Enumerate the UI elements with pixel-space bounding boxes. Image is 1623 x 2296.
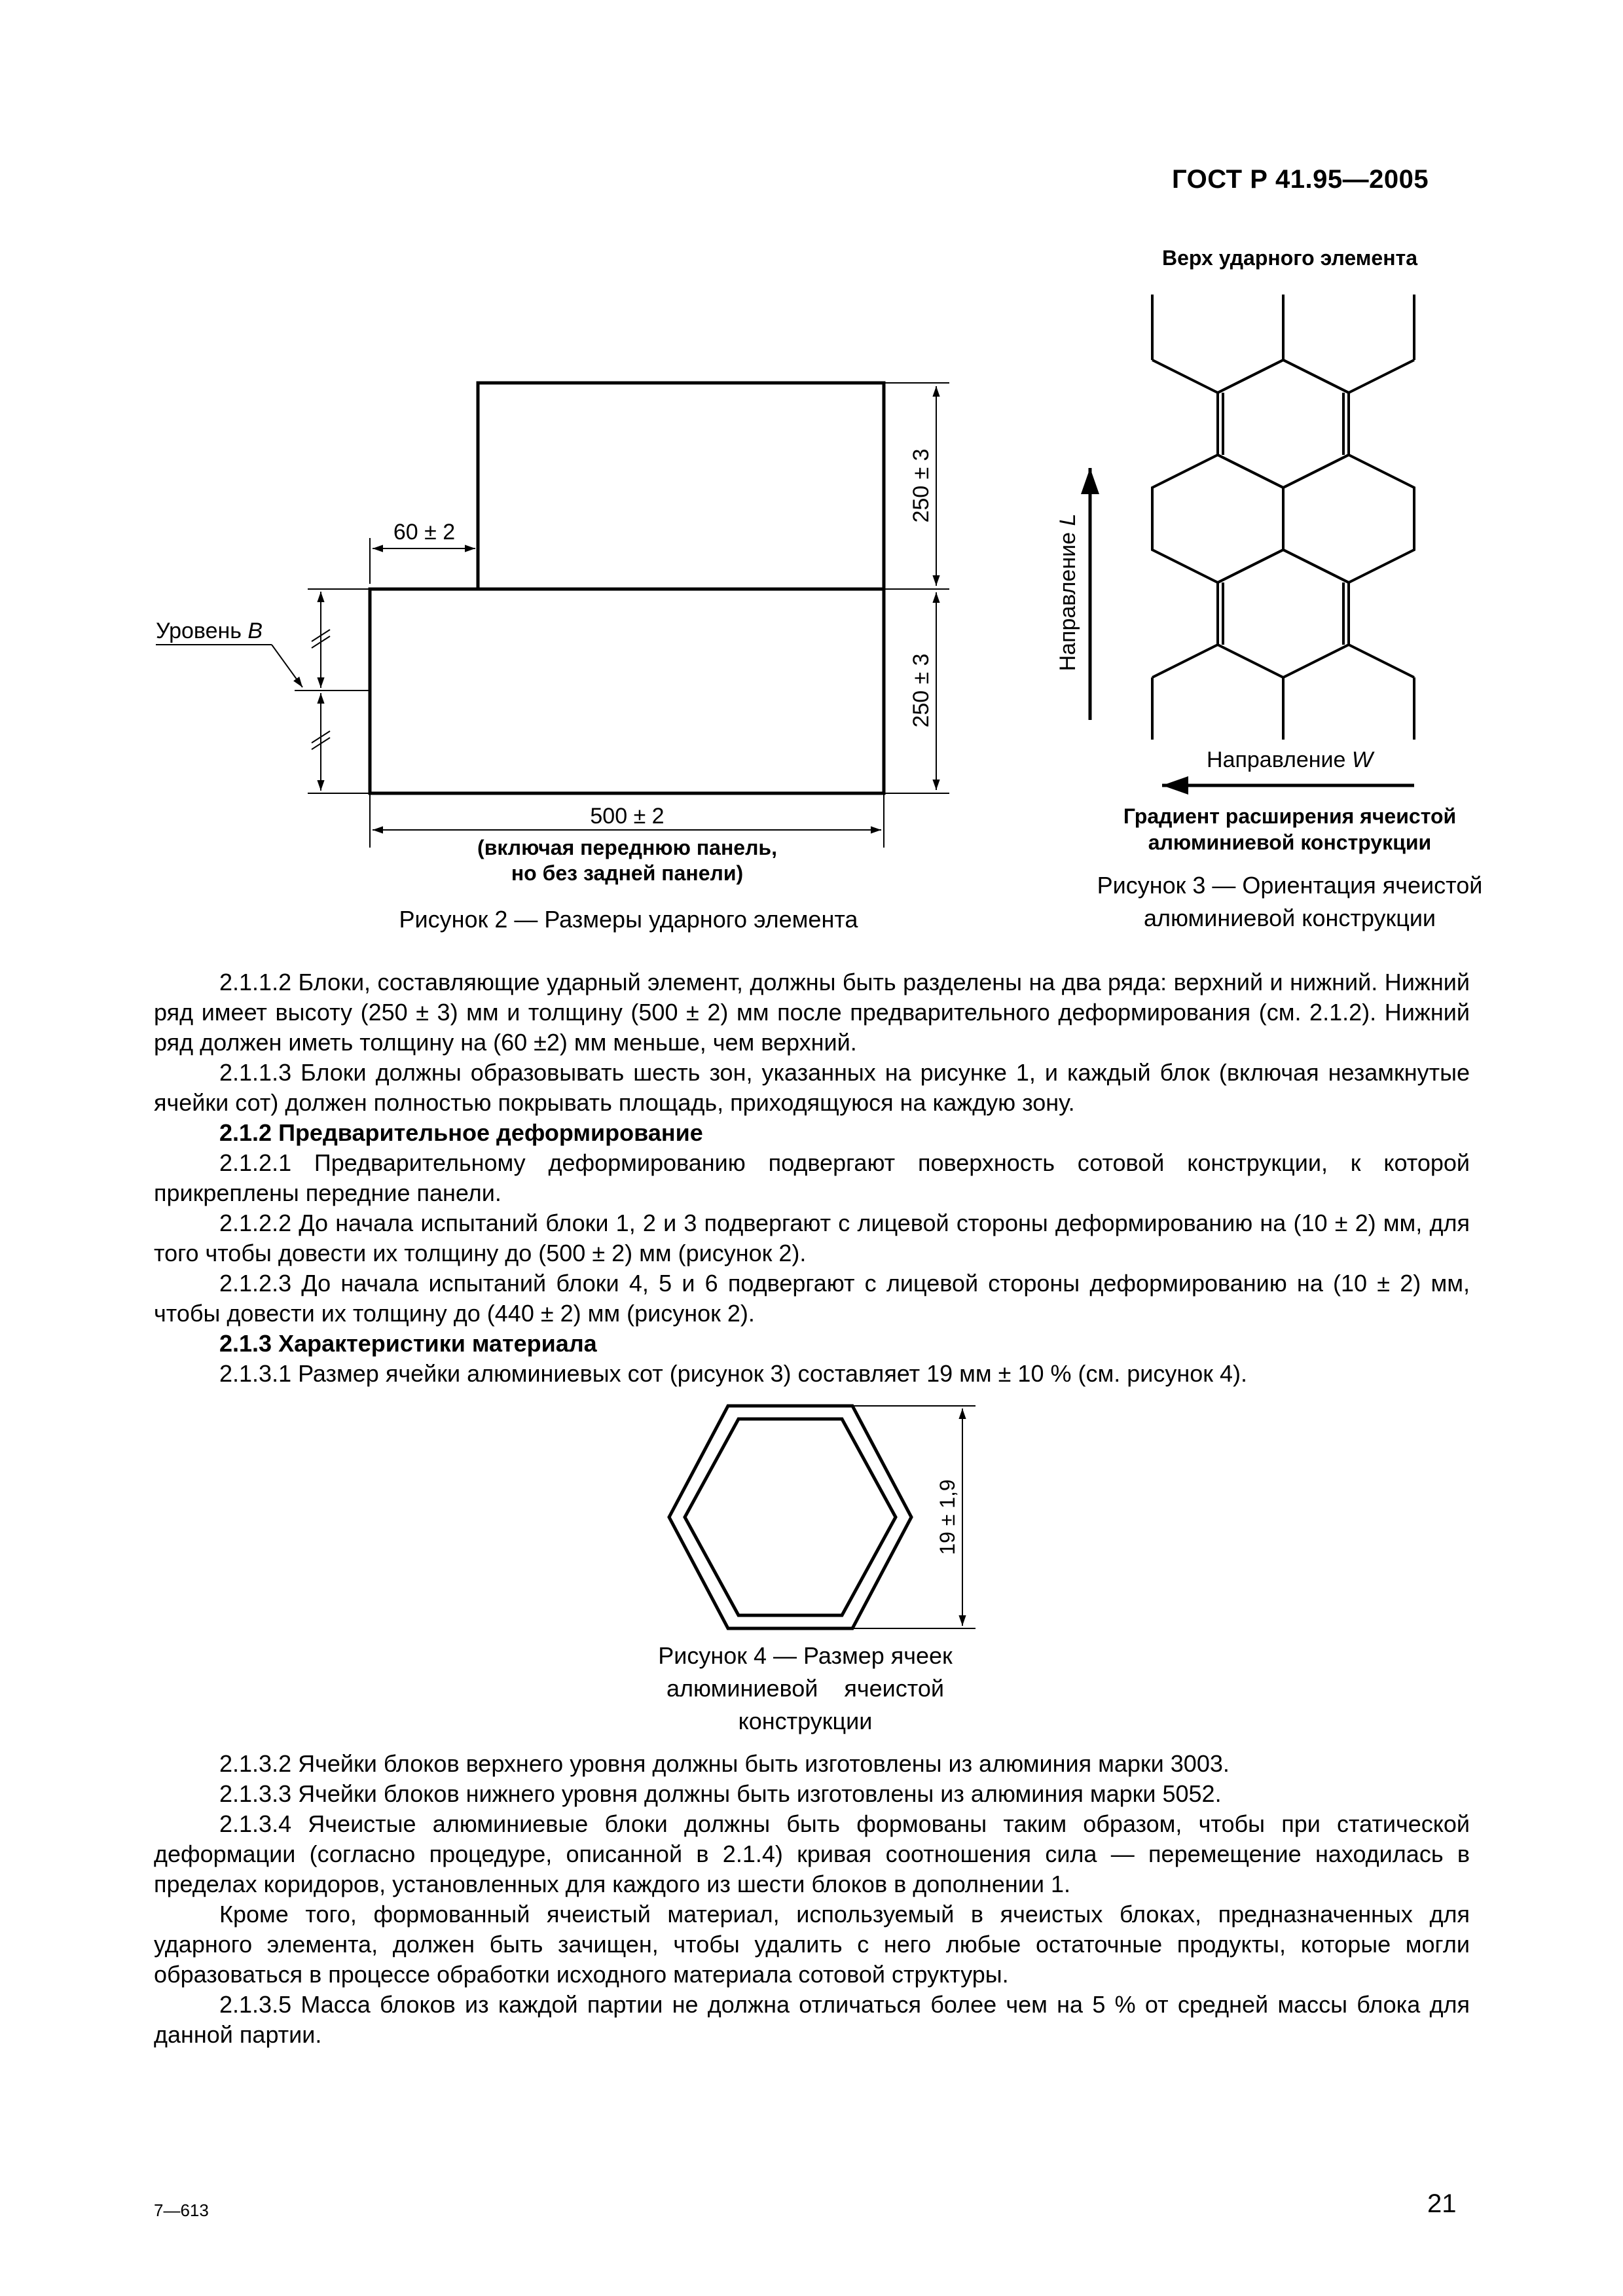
direction-w-label: Направление W: [1207, 747, 1373, 772]
page-number: 21: [1427, 2189, 1457, 2218]
heading-2-1-3: 2.1.3 Характеристики материала: [219, 1330, 597, 1357]
para-2-1-3-2: 2.1.3.2 Ячейки блоков верхнего уровня должны быть изготовлены из алюминия марки 3003.: [219, 1750, 1230, 1777]
figure-3-caption-line-2: алюминиевой конструкции: [1143, 905, 1436, 931]
figure-4-caption-line-1: Рисунок 4 — Размер ячеек: [658, 1642, 953, 1669]
figure-2-caption: Рисунок 2 — Размеры ударного элемента: [399, 906, 858, 933]
dim-width-note-2: но без задней панели): [511, 861, 744, 885]
dim-lower-height-label: 250 ± 3: [909, 653, 934, 728]
standard-header: ГОСТ Р 41.95—2005: [1172, 165, 1429, 194]
honeycomb-cells: [1152, 295, 1414, 740]
para-additional: Кроме того, формованный ячеистый материал, используемый в ячеистых блоках, предназначенных для ударного элемента, должен быть зачищен, чтобы удалить с него любые остаточные продукты, которые могли образоваться в процессе обработки исходного материала сотовой структуры.: [154, 1901, 1470, 1988]
para-2-1-2-3: 2.1.2.3 До начала испытаний блоки 4, 5 и 6 подвергают с лицевой стороны деформированию на (10 ± 2) мм, чтобы довести их толщину до (440 ± 2) мм (рисунок 2).: [154, 1270, 1470, 1327]
heading-2-1-2: 2.1.2 Предварительное деформирование: [219, 1119, 703, 1146]
para-2-1-2-2: 2.1.2.2 До начала испытаний блоки 1, 2 и 3 подвергают с лицевой стороны деформированию на (10 ± 2) мм, для того чтобы довести их толщину до (500 ± 2) мм (рисунок 2).: [154, 1210, 1470, 1266]
figure-4-cell-size: [669, 1406, 976, 1628]
dim-upper-height-label: 250 ± 3: [909, 448, 934, 523]
text-section-b: [154, 1749, 1470, 2050]
top-of-element-label: Верх ударного элемента: [1161, 246, 1418, 270]
para-2-1-1-3: 2.1.1.3 Блоки должны образовывать шесть зон, указанных на рисунке 1, и каждый блок (включая незамкнутые ячейки сот) должен полностью покрывать площадь, приходящуюся на каждую зону.: [154, 1059, 1470, 1116]
para-2-1-1-2: 2.1.1.2 Блоки, составляющие ударный элемент, должны быть разделены на два ряда: верхний и нижний. Нижний ряд имеет высоту (250 ± 3) мм и толщину (500 ± 2) мм после предварительного деформирования (см. 2.1.2). Нижний ряд должен иметь толщину на (60 ±2) мм меньше, чем верхний.: [154, 969, 1470, 1056]
para-2-1-3-3: 2.1.3.3 Ячейки блоков нижнего уровня должны быть изготовлены из алюминия марки 5052.: [219, 1780, 1222, 1807]
print-code: 7—613: [154, 2200, 209, 2220]
para-2-1-2-1: 2.1.2.1 Предварительному деформированию подвергают поверхность сотовой конструкции, к которой прикреплены передние панели.: [154, 1149, 1470, 1206]
cell-inner-wall: [685, 1419, 896, 1615]
upper-block: [478, 383, 884, 589]
cell-outer-wall: [669, 1406, 911, 1628]
text-section-a: [154, 967, 1470, 1389]
gradient-label-2: алюминиевой конструкции: [1148, 831, 1432, 854]
lower-block: [370, 589, 884, 793]
figure-4-caption-line-3: конструкции: [738, 1708, 873, 1734]
para-2-1-3-5: 2.1.3.5 Масса блоков из каждой партии не должна отличаться более чем на 5 % от средней массы блока для данной партии.: [154, 1991, 1470, 2048]
figure-3-caption-line-1: Рисунок 3 — Ориентация ячеистой: [1097, 872, 1483, 899]
para-2-1-3-1: 2.1.3.1 Размер ячейки алюминиевых сот (рисунок 3) составляет 19 мм ± 10 % (см. рисунок 4).: [219, 1360, 1248, 1387]
figure-3-honeycomb-orientation: [1055, 246, 1456, 854]
figure-4-caption-line-2: алюминиевой ячеистой: [666, 1675, 944, 1702]
para-2-1-3-4: 2.1.3.4 Ячеистые алюминиевые блоки должны быть формованы таким образом, чтобы при статической деформации (согласно процедуре, описанной в 2.1.4) кривая соотношения сила — перемещение находилась в пределах коридоров, установленных для каждого из шести блоков в дополнении 1.: [154, 1810, 1470, 1897]
direction-l-label: Направление L: [1055, 513, 1080, 672]
cell-dim-label: 19 ± 1,9: [936, 1479, 959, 1555]
dim-width-label: 500 ± 2: [590, 804, 665, 829]
gradient-label-1: Градиент расширения ячеистой: [1123, 804, 1457, 828]
dim-width-note-1: (включая переднюю панель,: [477, 836, 777, 859]
figure-2-impact-element: [156, 383, 949, 885]
level-b-leader: [272, 645, 302, 687]
figure-4-caption: [642, 1640, 969, 1738]
figure-3-caption: [1021, 869, 1558, 935]
level-b-label: Уровень B: [156, 619, 263, 643]
dim-60-label: 60 ± 2: [393, 520, 456, 545]
